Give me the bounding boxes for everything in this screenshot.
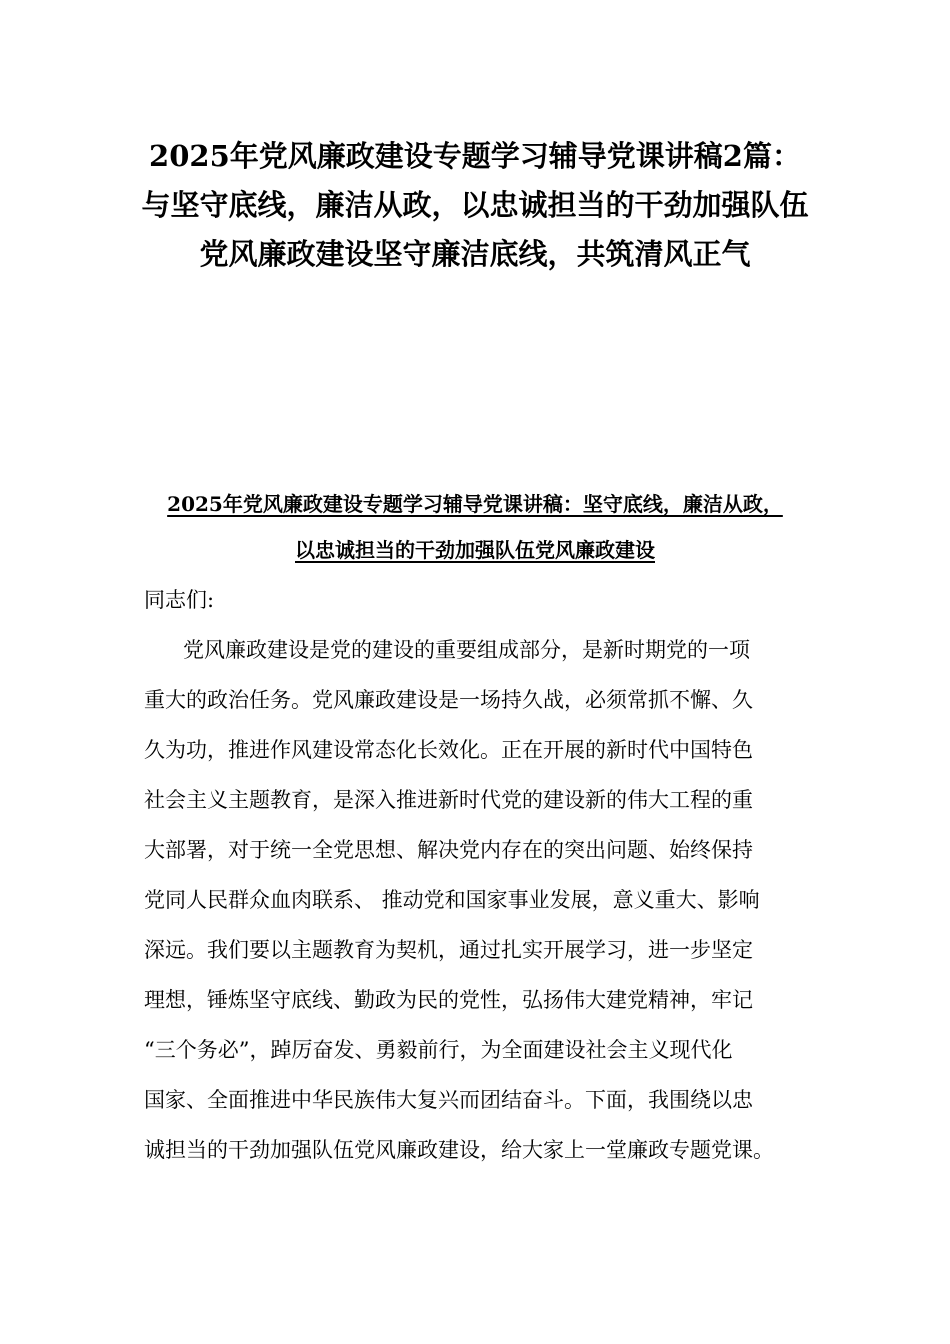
paragraph-line: 久为功，推进作风建设常态化长效化。正在开展的新时代中国特色 [144,738,753,762]
paragraph-line: 大部署，对于统一全党思想、解决党内存在的突出问题、始终保持 [144,838,753,862]
cover-title-line-1: 2025年党风廉政建设专题学习辅导党课讲稿2篇： [149,139,801,173]
salutation: 同志们: [144,588,215,612]
cover-title-line-2: 与坚守底线，廉洁从政，以忠诚担当的干劲加强队伍 [141,188,809,222]
article-heading-line-2: 以忠诚担当的干劲加强队伍党风廉政建设 [295,538,655,562]
paragraph-line: 党风廉政建设是党的建设的重要组成部分，是新时期党的一项 [183,638,750,662]
paragraph-line: 理想，锤炼坚守底线、勤政为民的党性，弘扬伟大建党精神，牢记 [144,988,753,1012]
paragraph-line: “三个务必”，踔厉奋发、勇毅前行，为全面建设社会主义现代化 [144,1038,733,1062]
paragraph-line: 社会主义主题教育，是深入推进新时代党的建设新的伟大工程的重 [144,788,753,812]
cover-title-line-3: 党风廉政建设坚守廉洁底线，共筑清风正气 [199,237,751,271]
paragraph-line: 深远。我们要以主题教育为契机，通过扎实开展学习，进一步坚定 [144,938,753,962]
paragraph-line: 国家、全面推进中华民族伟大复兴而团结奋斗。下面，我围绕以忠 [144,1088,753,1112]
paragraph-line: 诚担当的干劲加强队伍党风廉政建设，给大家上一堂廉政专题党课。 [144,1138,774,1162]
paragraph-line: 重大的政治任务。党风廉政建设是一场持久战，必须常抓不懈、久 [144,688,753,712]
paragraph-line: 党同人民群众血肉联系、 推动党和国家事业发展，意义重大、影响 [144,888,760,912]
article-heading-line-1: 2025年党风廉政建设专题学习辅导党课讲稿：坚守底线，廉洁从政， [167,492,783,516]
